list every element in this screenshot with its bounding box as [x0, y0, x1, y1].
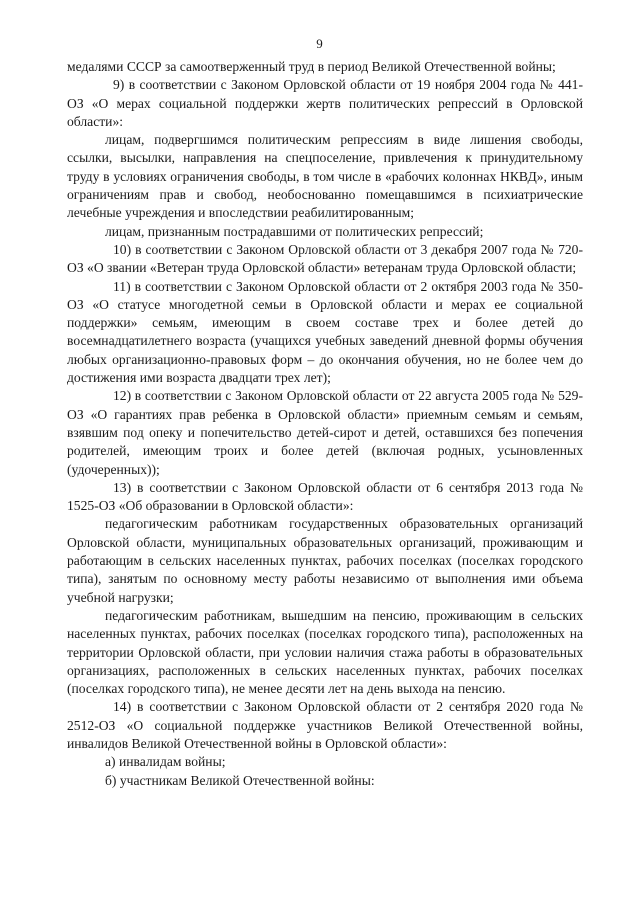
sub-item-a: а) инвалидам войны;: [105, 754, 226, 770]
list-item-14: 14) в соответствии с Законом Орловской области от 2 сентября 2020 года № 2512-ОЗ «О социальной поддержке участников Великой Отечественной войны, инвалидов Великой Отечественной войны в Орловской области»:: [67, 699, 583, 751]
sub-paragraph: педагогическим работникам, вышедшим на пенсию, проживающим в сельских населенных пунктах, рабочих поселках (поселках городского типа), расположенных на территории Орловской области, при условии наличия стажа работы в образовательных организациях, расположенных в сельских населенных пунктах, рабочих поселках (поселках городского типа), не менее десяти лет на день выхода на пенсию.: [67, 607, 583, 697]
list-item-13: 13) в соответствии с Законом Орловской области от 6 сентября 2013 года № 1525-ОЗ «Об образовании в Орловской области»:: [67, 479, 583, 514]
document-body: [67, 58, 583, 790]
sub-paragraph: педагогическим работникам государственных образовательных организаций Орловской области, муниципальных образовательных организаций, проживающим и работающим в сельских населенных пунктах, рабочих поселках (поселках городского типа), занятым по основному месту работы независимо от выполнения ими объема учебной нагрузки;: [67, 516, 583, 605]
sub-item-b: б) участникам Великой Отечественной войны:: [105, 772, 375, 788]
page-number: 9: [316, 36, 323, 51]
list-item-10: 10) в соответствии с Законом Орловской области от 3 декабря 2007 года № 720-ОЗ «О звании «Ветеран труда Орловской области» ветеранам труда Орловской области;: [67, 241, 583, 276]
paragraph: медалями СССР за самоотверженный труд в период Великой Отечественной войны;: [67, 59, 556, 74]
list-item-12: 12) в соответствии с Законом Орловской области от 22 августа 2005 года № 529-ОЗ «О гарантиях прав ребенка в Орловской области» приемным семьям и семьям, взявшим под опеку и попечительство детей-сирот и детей, оставшихся без попечения родителей, имеющим троих и более детей (включая родных, усыновленных (удочеренных));: [67, 388, 583, 477]
sub-paragraph: лицам, признанным пострадавшими от политических репрессий;: [105, 223, 484, 239]
list-item-9: 9) в соответствии с Законом Орловской области от 19 ноября 2004 года № 441-ОЗ «О мерах социальной поддержки жертв политических репрессий в Орловской области»:: [67, 77, 583, 129]
sub-paragraph: лицам, подвергшимся политическим репрессиям в виде лишения свободы, ссылки, высылки, направления на спецпоселение, привлечения к принудительному труду в условиях ограничения свободы, в том числе в «рабочих колоннах НКВД», иным ограничениям прав и свобод, необоснованно помещавшимся в психиатрические лечебные учреждения и впоследствии реабилитированным;: [67, 132, 583, 221]
list-item-11: 11) в соответствии с Законом Орловской области от 2 октября 2003 года № 350-ОЗ «О статусе многодетной семьи в Орловской области и мерах ее социальной поддержки» семьям, имеющим в своем составе трех и более детей до восемнадцатилетнего возраста (учащихся учебных заведений дневной формы обучения любых организационно-правовых форм – до окончания обучения, но не более чем до достижения ими возраста двадцати трех лет);: [67, 278, 583, 386]
